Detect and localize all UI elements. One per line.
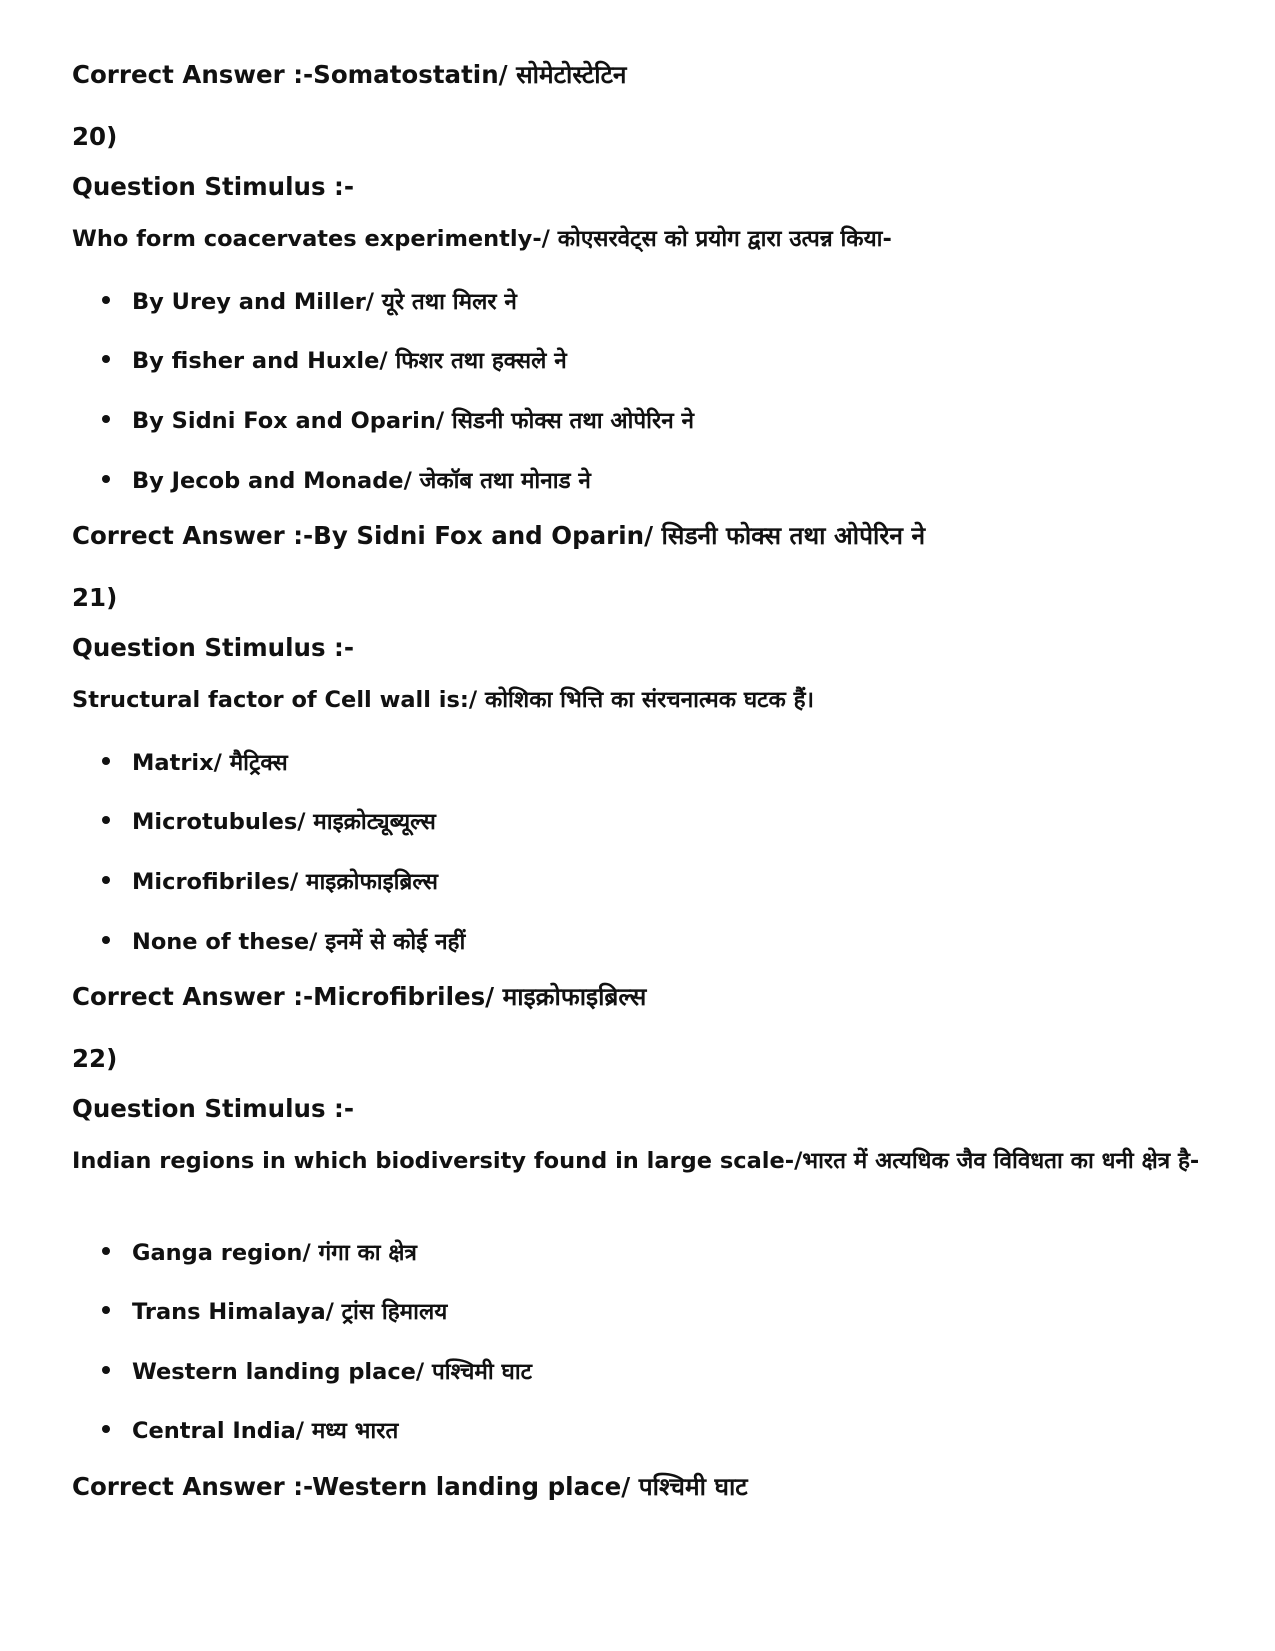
option-item (102, 404, 694, 435)
correct-answer-value: Microfibriles/ माइक्रोफाइब्रिल्स (313, 982, 647, 1011)
option-text: Central India/ मध्य भारत (132, 1418, 399, 1444)
option-text: Microfibriles/ माइक्रोफाइब्रिल्स (132, 869, 438, 895)
correct-answer-value: Somatostatin/ सोमेटोस्टेटिन (313, 60, 627, 89)
correct-answer (72, 1470, 748, 1503)
question-stimulus-label: Question Stimulus :- (72, 633, 355, 662)
option-text: Matrix/ मैट्रिक्स (132, 750, 288, 776)
option-item (102, 925, 465, 956)
bullet-icon (102, 1247, 110, 1255)
question-number: 21) (72, 583, 118, 612)
option-item (102, 1355, 532, 1386)
question-number: 22) (72, 1044, 118, 1073)
option-text: Microtubules/ माइक्रोट्यूब्यूल्स (132, 809, 436, 835)
option-text: Western landing place/ पश्चिमी घाट (132, 1359, 533, 1385)
bullet-icon (102, 1425, 110, 1433)
bullet-icon (102, 355, 110, 363)
bullet-icon (102, 757, 110, 765)
question-stimulus-label: Question Stimulus :- (72, 172, 355, 201)
option-item (102, 1414, 398, 1445)
option-item (102, 285, 517, 316)
bullet-icon (102, 296, 110, 304)
correct-answer-label: Correct Answer :- (72, 982, 314, 1011)
option-text: Ganga region/ गंगा का क्षेत्र (132, 1240, 417, 1266)
question-text: Indian regions in which biodiversity found in large scale-/भारत में अत्यधिक जैव विविधता का धनी क्षेत्र है- (72, 1148, 1200, 1174)
bullet-icon (102, 1366, 110, 1374)
question-stimulus-label: Question Stimulus :- (72, 1094, 355, 1123)
question-text: Structural factor of Cell wall is:/ कोशिका भित्ति का संरचनात्मक घटक हैं। (72, 687, 815, 713)
bullet-icon (102, 936, 110, 944)
bullet-icon (102, 475, 110, 483)
option-text: By Jecob and Monade/ जेकॉब तथा मोनाड ने (132, 468, 591, 494)
correct-answer-value: By Sidni Fox and Oparin/ सिडनी फोक्स तथा ओपेरिन ने (313, 521, 926, 550)
option-item (102, 865, 438, 896)
option-item (102, 1295, 447, 1326)
correct-answer-label: Correct Answer :- (72, 60, 314, 89)
correct-answer (72, 980, 646, 1013)
correct-answer-value: Western landing place/ पश्चिमी घाट (312, 1472, 748, 1501)
correct-answer-label: Correct Answer :- (72, 1472, 313, 1501)
option-item (102, 464, 591, 495)
correct-answer (72, 519, 925, 552)
option-text: Trans Himalaya/ ट्रांस हिमालय (132, 1299, 448, 1325)
option-text: None of these/ इनमें से कोई नहीं (132, 929, 466, 955)
option-item (102, 1236, 417, 1267)
correct-answer-label: Correct Answer :- (72, 521, 314, 550)
bullet-icon (102, 415, 110, 423)
question-text: Who form coacervates experimently-/ कोएसरवेट्स को प्रयोग द्वारा उत्पन्न किया- (72, 226, 892, 252)
correct-answer (72, 58, 627, 91)
option-text: By fisher and Huxle/ फिशर तथा हक्सले ने (132, 348, 567, 374)
option-item (102, 344, 567, 375)
option-item (102, 805, 436, 836)
bullet-icon (102, 816, 110, 824)
bullet-icon (102, 1306, 110, 1314)
question-number: 20) (72, 122, 118, 151)
option-text: By Sidni Fox and Oparin/ सिडनी फोक्स तथा ओपेरिन ने (132, 408, 695, 434)
option-item (102, 746, 288, 777)
option-text: By Urey and Miller/ यूरे तथा मिलर ने (132, 289, 517, 315)
bullet-icon (102, 876, 110, 884)
